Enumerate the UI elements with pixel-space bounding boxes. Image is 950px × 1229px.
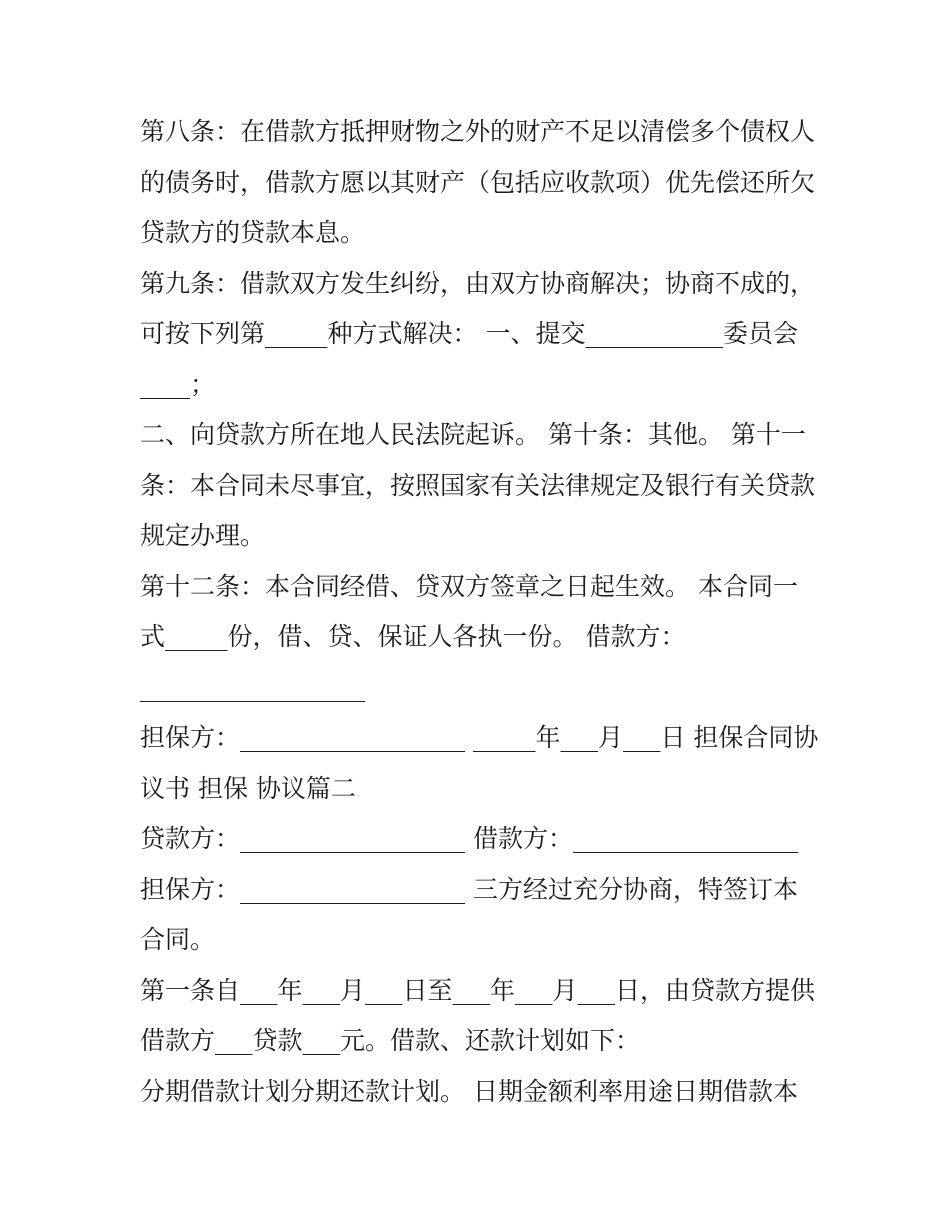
text-line: 第九条：借款双方发生纠纷，由双方协商解决；协商不成的， <box>140 268 816 298</box>
text-line: ____； <box>140 369 216 399</box>
text-line: 担保方：__________________ 三方经过充分协商，特签订本 <box>140 874 798 904</box>
text-line: __________________ <box>140 672 365 702</box>
text-line: 的债务时，借款方愿以其财产（包括应收款项）优先偿还所欠 <box>140 167 816 197</box>
document-body <box>140 107 820 1117</box>
text-line: 条：本合同未尽事宜，按照国家有关法律规定及银行有关贷款 <box>140 470 816 500</box>
text-line: 第十二条：本合同经借、贷双方签章之日起生效。 本合同一 <box>140 571 798 601</box>
text-line: 式_____份，借、贷、保证人各执一份。 借款方： <box>140 622 686 651</box>
text-line: 议书 担保 协议篇二 <box>140 773 356 803</box>
text-line: 二、向贷款方所在地人民法院起诉。 第十条：其他。 第十一 <box>140 420 806 449</box>
text-line: 分期借款计划分期还款计划。 日期金额利率用途日期借款本 <box>140 1076 798 1106</box>
text-line: 可按下列第_____种方式解决： 一、提交___________委员会 <box>140 319 798 348</box>
text-line: 贷款方：__________________ 借款方：__________________ <box>140 824 798 853</box>
text-line: 担保方：__________________ _____年___月___日 担保合同协 <box>140 723 819 752</box>
text-line: 借款方___贷款___元。借款、还款计划如下： <box>140 1026 641 1055</box>
text-line: 规定办理。 <box>140 521 266 550</box>
text-line: 贷款方的贷款本息。 <box>140 218 366 247</box>
text-line: 合同。 <box>140 925 216 954</box>
text-line: 第八条：在借款方抵押财物之外的财产不足以清偿多个债权人 <box>140 117 816 146</box>
text-line: 第一条自___年___月___日至___年___月___日，由贷款方提供 <box>140 975 816 1005</box>
